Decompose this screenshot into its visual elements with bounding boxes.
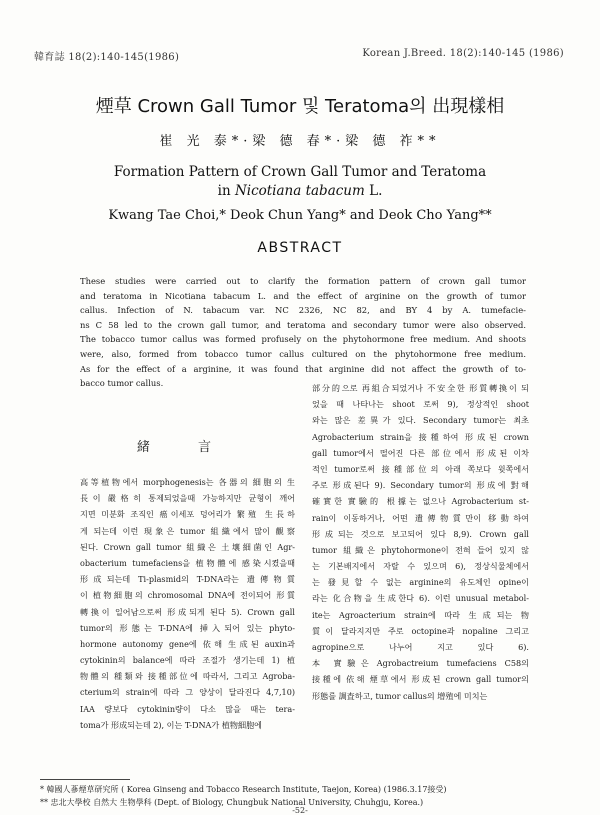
abstract-line: As for the effect of a arginine, it was found that arginine did not affect the growth of to- (80, 363, 526, 374)
text-line: gall tumor에서 떨어진 다른 部位에서 形成된 이차 (312, 447, 529, 458)
abstract-line: The tobacco tumor callus was formed profusely on the phytohormone free medium. And shoots (80, 334, 526, 345)
abstract-line: bacco tumor callus. (80, 378, 164, 389)
footnote-affiliation-1: * 韓國人蔘煙草研究所 ( Korea Ginseng and Tobacco Research Institute, Taejon, Korea) (1986.3.17接受) (40, 785, 447, 794)
english-title-line-1: Formation Pattern of Crown Gall Tumor and Teratoma (113, 164, 487, 180)
text-line: 質이 달라지지만 주로 octopine과 nopaline 그리고 (312, 625, 529, 636)
korean-authors: 崔 光 泰*·梁 德 春*·梁 德 祚** (159, 134, 441, 149)
text-line: agropine으로 나누어 지고 있다 6). (312, 642, 529, 652)
abstract-line: These studies were carried out to clarify the formation pattern of crown gall tumor (80, 276, 526, 286)
text-line: 轉換이 일어남으로써 形成되게 된다 5). Crown gall (80, 606, 295, 617)
text-line: 形成되는데 Ti-plasmid의 T-DNA라는 遺傳物質 (80, 574, 295, 585)
text-line: tumor 組織은 phytohormone이 전혀 들어 있지 않 (312, 544, 529, 555)
text-line: 주로 形成된다 9). Secondary tumor의 形成에 對해 (312, 480, 529, 491)
abstract-line: were, also, formed from tobacco tumor callus cultured on the phytohormone free medium. (80, 348, 526, 359)
text-line: rain이 이동하거나, 어떤 遺傳物質만이 移動하여 (312, 512, 529, 523)
english-title (0, 163, 600, 201)
text-line: 形成되는 것으로 보고되어 있다 8,9). Crown gall (312, 528, 529, 539)
text-line: cytokinin의 balance에 따라 조절가 생기는데 1) 植 (80, 655, 295, 666)
species-name: Nicotiana tabacum (234, 183, 365, 199)
text-line: 確實한 實驗的 根據는 없으나 Agrobacterium st- (312, 496, 529, 507)
abstract-line: and teratoma in Nicotiana tabacum L. and the effect of arginine on the growth of tumor (80, 290, 526, 301)
english-title-suffix: L. (364, 183, 383, 199)
text-line: IAA 량보다 cytokinin량이 다소 많을 때는 tera- (80, 703, 295, 714)
abstract-line: ns C 58 led to the crown gall tumor, and teratoma and secondary tumor were also observed. (80, 319, 526, 330)
footnote-affiliation-2: ** 忠北大學校 自然大 生物學科 (Dept. of Biology, Chungbuk National University, Chuhgju, Korea.) (40, 798, 424, 807)
english-authors: Kwang Tae Choi,* Deok Chun Yang* and Deok Cho Yang** (108, 208, 492, 223)
text-line: 物體의 種類와 接種部位에 따라서, 그리고 Agroba- (80, 671, 295, 682)
text-line: Agrobacterium strain을 接種하여 形成된 crown (312, 431, 529, 442)
text-line: 接種에 依해 煙草에서 形成된 crown gall tumor의 (312, 674, 529, 685)
footnote-rule (40, 779, 130, 780)
english-title-line-2 (0, 182, 600, 201)
right-column (312, 380, 529, 704)
text-line: 高等植物에서 morphogenesis는 各器의 細胞의 生 (80, 477, 295, 487)
text-line: 지면 미분화 조직인 癌이세포 덩어리가 繁殖 生長하 (80, 509, 295, 520)
text-line: 部分的으로 再組合되었거나 不安全한 形質轉換이 되 (312, 383, 529, 393)
text-line: 적인 tumor로써 接種部位의 아래 쪽보다 윗쪽에서 (312, 463, 529, 474)
abstract-line: callus. Infection of N. tabacum var. NC 2326, NC 82, and BY 4 by A. tumefacie- (80, 305, 526, 316)
page-number: -52- (292, 806, 308, 815)
abstract-body (80, 274, 526, 391)
abstract-heading: ABSTRACT (257, 240, 343, 256)
text-line: hormone autonomy gene에 依해 生成된 auxin과 (80, 638, 295, 649)
running-header-english: Korean J.Breed. 18(2):140-145 (1986) (362, 48, 564, 59)
text-line: 는 發見할 수 없는 arginine의 유도체인 opine이 (312, 577, 529, 588)
text-line: 게 되는데 이런 現象은 tumor 組織에서 많이 觀察 (80, 525, 295, 536)
left-column (80, 474, 295, 733)
text-line: ite는 Agroacterium strain에 따라 生成되는 物 (312, 609, 529, 620)
running-header-korean: 韓育誌 18(2):140-145(1986) (34, 52, 180, 63)
text-line: toma가 形成되는데 2), 이는 T-DNA가 植物細胞에 (80, 719, 262, 730)
section-heading: 緒 言 (136, 440, 234, 455)
korean-title: 煙草 Crown Gall Tumor 및 Teratoma의 出現樣相 (95, 96, 505, 117)
english-title-prefix: in (217, 183, 235, 199)
text-line: tumor의 形態는 T-DNA에 挿入되어 있는 phyto- (80, 622, 295, 633)
text-line: 된다. Crown gall tumor 組織은 土壤細菌인 Agr- (80, 541, 295, 552)
text-line: 와는 많은 差異가 있다. Secondary tumor는 최초 (312, 415, 529, 426)
text-line: 形態를 調査하고, tumor callus의 增殖에 미치는 (312, 690, 488, 701)
text-line: 長이 嚴格히 통제되었을때 가능하지만 균형이 깨어 (80, 493, 295, 504)
text-line: 本 實驗은 Agrobactreium tumefaciens C58의 (312, 658, 529, 669)
text-line: 라는 化合物을 生成한다 6). 이런 unusual metabol- (312, 593, 529, 604)
text-line: obacterium tumefaciens을 植物體에 感染시켰을때 (80, 557, 295, 568)
text-line: 는 기본배지에서 자랄 수 있으며 6), 정상식물체에서 (312, 561, 529, 572)
text-line: 이 植物細胞의 chromosomal DNA에 전이되어 形質 (80, 590, 295, 601)
text-line: cterium의 strain에 따라 그 양상이 달라진다 4,7,10) (80, 687, 295, 698)
text-line: 었을 때 나타나는 shoot 로써 9), 정상적인 shoot (312, 399, 529, 410)
